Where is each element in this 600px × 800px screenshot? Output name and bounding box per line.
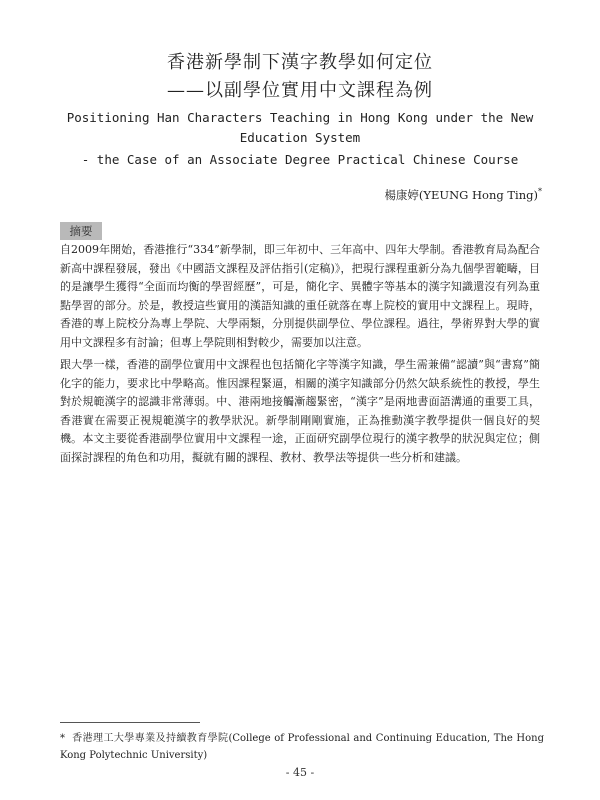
author-line — [384, 187, 542, 203]
title-english-line-1: Positioning Han Characters Teaching in Hong Kong under the New — [66, 110, 534, 125]
footnote-divider — [60, 722, 200, 723]
footnote-marker: * — [60, 733, 65, 744]
page-number: - 45 - — [285, 766, 315, 779]
abstract-paragraph-1: 自2009年開始，香港推行“334”新學制，即三年初中、三年高中、四年大學制。香港教育局為配合新高中課程發展，發出《中國語文課程及評估指引(定稿)》，把現行課程重新分為九個學習範疇，目的是讓學生獲得“全面而均衡的學習經歷”，可是，簡化字、異體字等基本的漢字知識還沒有列為重點學習的部分。於是，教授這些實用的漢語知識的重任就落在專上院校的實用中文課程上。現時，香港的專上院校分為專上學院、大學兩類，分別提供副學位、學位課程。過往，學術界對大學的實用中文課程多有討論；但專上學院則相對較少，需要加以注意。 — [60, 243, 540, 349]
author-footnote-marker: * — [538, 187, 542, 197]
title-english-line-2: Education System — [239, 130, 361, 145]
footnote — [60, 730, 544, 764]
title-chinese-line-1: 香港新學制下漢字教學如何定位 — [167, 52, 433, 73]
abstract-label: 摘要 — [60, 222, 102, 240]
footnote-text: 香港理工大學專業及持續教育學院(College of Professional and Continuing Education, The Hong Kong Polytechnic University) — [60, 733, 545, 761]
abstract-paragraph-2: 跟大學一樣，香港的副學位實用中文課程也包括簡化字等漢字知識，學生需兼備“認讀”與“書寫”簡化字的能力，要求比中學略高。惟因課程緊逼，相關的漢字知識部分仍然欠缺系統性的教授，學生對於規範漢字的認識非常薄弱。中、港兩地接觸漸趨緊密，“漢字”是兩地書面語溝通的重要工具，香港實在需要正視規範漢字的教學狀況。新學制剛剛實施，正為推動漢字教學提供一個良好的契機。本文主要從香港副學位實用中文課程一途，正面研究副學位現行的漢字教學的狀況與定位；側面探討課程的角色和功用，擬就有關的課程、教材、教學法等提供一些分析和建議。 — [60, 358, 540, 464]
title-chinese-line-2: ——以副學位實用中文課程為例 — [167, 80, 433, 101]
title-english-line-3: - the Case of an Associate Degree Practical Chinese Course — [81, 152, 519, 167]
author-name: 楊康婷(YEUNG Hong Ting) — [384, 188, 538, 202]
